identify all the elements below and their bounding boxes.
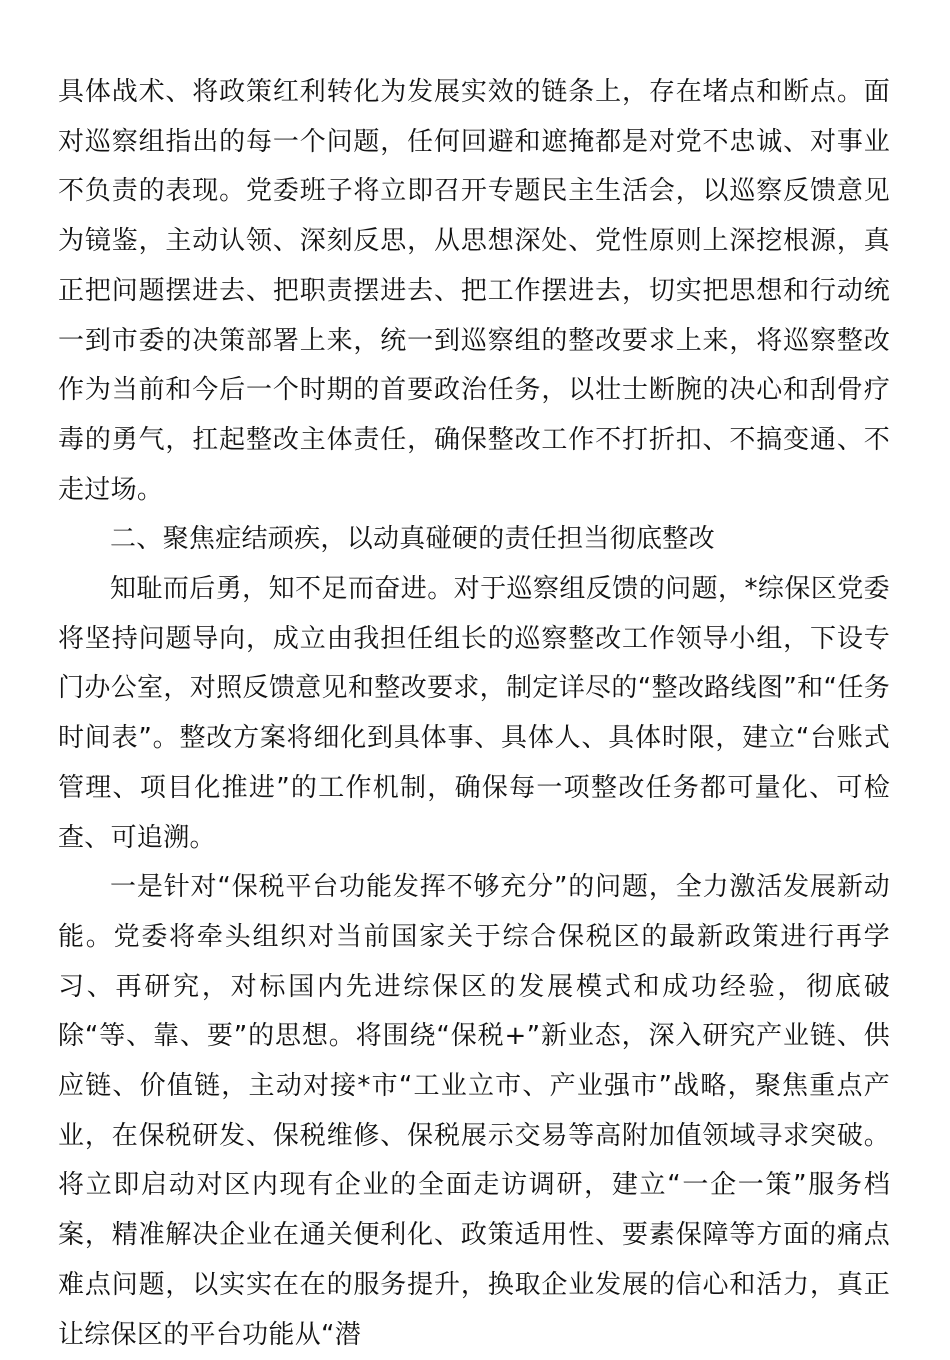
section-heading: 二、聚焦症结顽疾，以动真碰硬的责任担当彻底整改 bbox=[110, 524, 715, 555]
paragraph: 知耻而后勇，知不足而奋进。对于巡察组反馈的问题，*综保区党委将坚持问题导向，成立由我担任组长的巡察整改工作领导小组，下设专门办公室，对照反馈意见和整改要求，制定详尽的“整改路线图”和“任务时间表”。整改方案将细化到具体事、具体人、具体时限，建立“台账式管理、项目化推进”的工作机制，确保每一项整改任务都可量化、可检查、可追溯。 bbox=[58, 574, 890, 853]
paragraph: 一是针对“保税平台功能发挥不够充分”的问题，全力激活发展新动能。党委将牵头组织对当前国家关于综合保税区的最新政策进行再学习、再研究，对标国内先进综保区的发展模式和成功经验，彻底破除“等、靠、要”的思想。将围绕“保税+”新业态，深入研究产业链、供应链、价值链，主动对接*市“工业立市、产业强市”战略，聚焦重点产业，在保税研发、保税维修、保税展示交易等高附加值领域寻求突破。将立即启动对区内现有企业的全面走访调研，建立“一企一策”服务档案，精准解决企业在通关便利化、政策适用性、要素保障等方面的痛点难点问题，以实实在在的服务提升，换取企业发展的信心和活力，真正让综保区的平台功能从“潜 bbox=[58, 872, 890, 1350]
paragraph-continuation: 具体战术、将政策红利转化为发展实效的链条上，存在堵点和断点。面对巡察组指出的每一个问题，任何回避和遮掩都是对党不忠诚、对事业不负责的表现。党委班子将立即召开专题民主生活会，以巡察反馈意见为镜鉴，主动认领、深刻反思，从思想深处、党性原则上深挖根源，真正把问题摆进去、把职责摆进去、把工作摆进去，切实把思想和行动统一到市委的决策部署上来，统一到巡察组的整改要求上来，将巡察整改作为当前和今后一个时期的首要政治任务，以壮士断腕的决心和刮骨疗毒的勇气，扛起整改主体责任，确保整改工作不打折扣、不搞变通、不走过场。 bbox=[58, 77, 890, 505]
document-body bbox=[58, 68, 890, 1360]
